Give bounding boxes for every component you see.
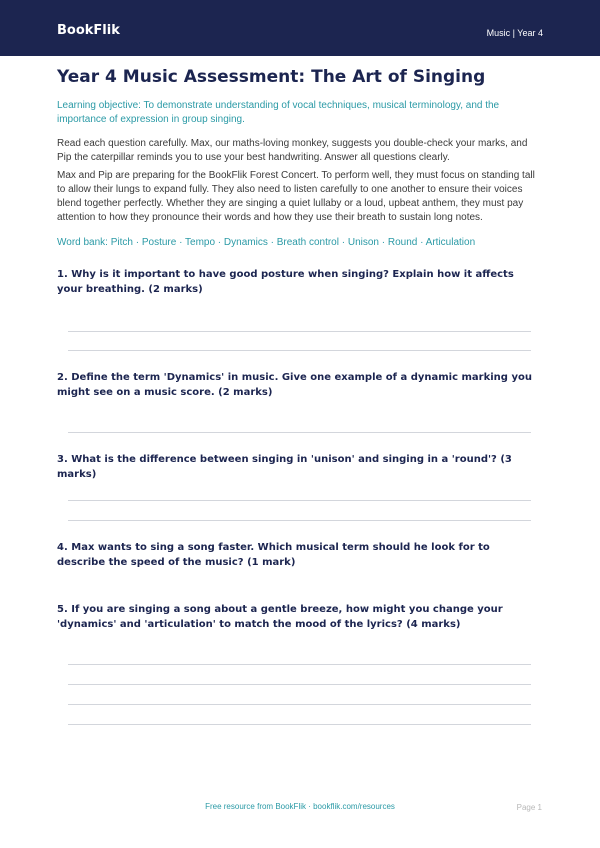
answer-line[interactable] [68,432,531,433]
story-paragraph: Max and Pip are preparing for the BookFlik Forest Concert. To perform well, they must focus on standing tall to allow their lungs to expand fully. They also need to listen carefully to one another to ensure their voices blend together perfectly. Whether they are singing a quiet lullaby or a loud, upbeat anthem, they must pay attention to how they pronounce their words and how they use their breath to sustain long notes. [57,170,535,223]
instructions-paragraph: Read each question carefully. Max, our maths-loving monkey, suggests you double-check your marks, and Pip the caterpillar reminds you to use your best handwriting. Answer all questions clearly. [57,138,528,163]
answer-line[interactable] [68,500,531,501]
question-3: 3. What is the difference between singing in 'unison' and singing in a 'round'? (3 marks) [57,454,512,480]
question-5: 5. If you are singing a song about a gentle breeze, how might you change your 'dynamics' and 'articulation' to match the mood of the lyrics? (4 marks) [57,604,503,630]
answer-line[interactable] [68,520,531,521]
answer-line[interactable] [68,724,531,725]
page-header [0,0,600,56]
page-number: Page 1 [516,803,542,812]
footer-credit: Free resource from BookFlik · bookflik.com/resources [205,802,395,811]
answer-line[interactable] [68,350,531,351]
answer-line[interactable] [68,684,531,685]
answer-line[interactable] [68,704,531,705]
question-4: 4. Max wants to sing a song faster. Which musical term should he look for to describe the speed of the music? (1 mark) [57,542,490,568]
subject-year-label: Music | Year 4 [486,28,543,38]
answer-line[interactable] [68,331,531,332]
answer-line[interactable] [68,664,531,665]
question-2: 2. Define the term 'Dynamics' in music. Give one example of a dynamic marking you might see on a music score. (2 marks) [57,372,532,398]
learning-objective: Learning objective: To demonstrate understanding of vocal techniques, musical terminology, and the importance of expression in group singing. [57,100,500,125]
question-1: 1. Why is it important to have good posture when singing? Explain how it affects your breathing. (2 marks) [57,269,514,295]
brand-logo: BookFlik [57,23,120,38]
word-bank: Word bank: Pitch · Posture · Tempo · Dynamics · Breath control · Unison · Round · Articulation [57,237,476,248]
page-title: Year 4 Music Assessment: The Art of Singing [57,67,486,87]
